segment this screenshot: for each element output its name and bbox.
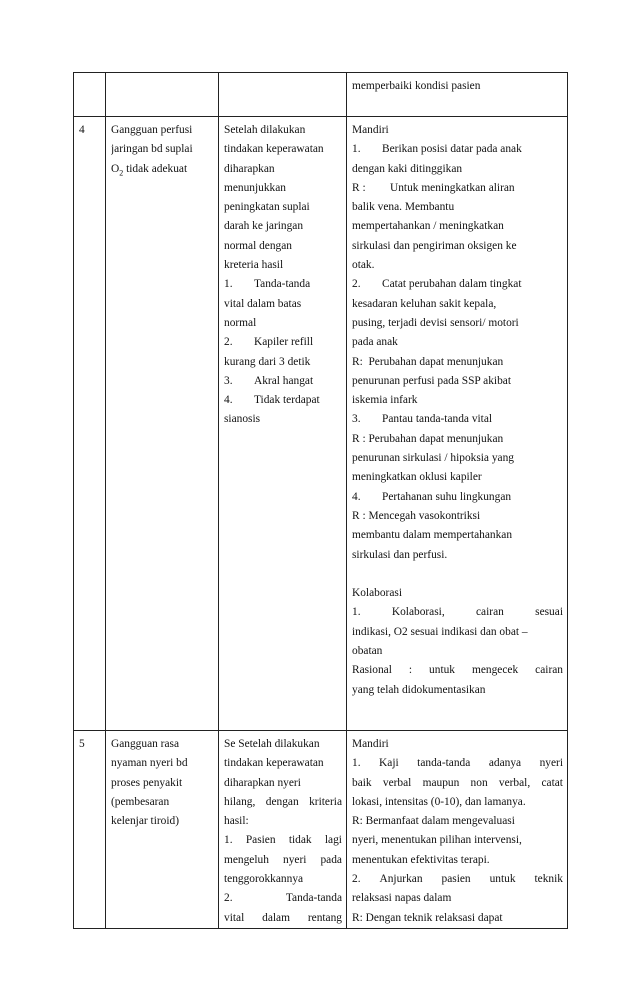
text-line: Gangguan rasa — [111, 738, 179, 750]
word: 1. — [352, 606, 361, 619]
word: 1. — [224, 834, 233, 847]
word: mengeluh — [224, 853, 269, 866]
word: untuk — [489, 873, 516, 886]
text-line: kesadaran keluhan sakit kepala, — [352, 297, 497, 310]
text-fragment: Tanda-tanda — [254, 278, 311, 291]
text-line: R : Mencegah vasokontriksi — [352, 509, 481, 522]
cell-no — [74, 73, 106, 117]
text-fragment: Berikan posisi datar pada anak — [382, 143, 522, 156]
row-number: 5 — [79, 738, 85, 750]
word: verbal, — [498, 776, 531, 789]
text-line: R : Perubahan dapat menunjukan — [352, 432, 504, 445]
text-line: sirkulasi dan perfusi. — [352, 548, 448, 561]
text-line: sirkulasi dan pengiriman oksigen ke — [352, 239, 517, 252]
nursing-care-plan-table — [73, 72, 568, 929]
text-line: diharapkan nyeri — [224, 776, 301, 789]
text-fragment: Catat perubahan dalam tingkat — [382, 278, 522, 291]
subscript: 2 — [119, 167, 124, 177]
intervention-item — [352, 488, 563, 507]
text-line: sianosis — [224, 413, 261, 426]
text-line: normal dengan — [224, 239, 293, 252]
criteria-item — [224, 391, 342, 410]
word: dengan — [265, 795, 299, 808]
criteria-item — [224, 372, 342, 391]
text-line: mempertahankan / meningkatkan — [352, 220, 504, 233]
justified-line — [224, 909, 342, 928]
cell-tujuan — [219, 731, 347, 929]
word: verbal — [382, 776, 412, 789]
criteria-item — [224, 275, 342, 294]
cell-tujuan — [219, 117, 347, 731]
text-line: jaringan bd suplai — [111, 143, 193, 156]
word: Pasien — [245, 834, 276, 847]
text-line: nyeri, menentukan pilihan intervensi, — [352, 834, 522, 847]
justified-line — [352, 774, 563, 793]
text-line: (pembesaran — [111, 795, 170, 808]
text-line: iskemia infark — [352, 394, 418, 407]
word: nyeri — [539, 757, 563, 770]
word: tanda-tanda — [417, 757, 471, 770]
text-line: balik vena. Membantu — [352, 201, 455, 214]
word: 1. — [352, 757, 361, 770]
word: Anjurkan — [379, 873, 423, 886]
text-line: R: Perubahan dapat menunjukan — [352, 355, 504, 368]
text-fragment: Pertahanan suhu lingkungan — [382, 490, 512, 503]
justified-line — [224, 851, 342, 870]
word: 2. — [224, 892, 233, 905]
word: : — [408, 664, 413, 677]
cell-no — [74, 117, 106, 731]
justified-line — [224, 889, 342, 908]
text-line: meningkatkan oklusi kapiler — [352, 471, 482, 484]
text-line: R: Bermanfaat dalam mengevaluasi — [352, 815, 515, 828]
word: mengecek — [472, 664, 519, 677]
justified-line — [224, 831, 342, 850]
word: lagi — [324, 834, 342, 847]
word: maupun — [422, 776, 460, 789]
rationale-line — [352, 179, 563, 198]
text-fragment: Untuk meningkatkan aliran — [390, 181, 515, 194]
cell-tujuan — [219, 73, 347, 117]
text-line: memperbaiki kondisi pasien — [352, 80, 481, 92]
text-line: penurunan perfusi pada SSP akibat — [352, 374, 512, 387]
word: cairan — [476, 606, 504, 619]
word: vital — [224, 911, 245, 924]
word: pada — [320, 853, 342, 866]
rationale-label: R : — [352, 181, 366, 194]
text-line: darah ke jaringan — [224, 220, 304, 233]
text-line: normal — [224, 316, 257, 329]
item-number: 1. — [352, 143, 361, 156]
text-line: Setelah dilakukan — [224, 124, 306, 136]
word: non — [470, 776, 488, 789]
text-line: dengan kaki ditinggikan — [352, 162, 463, 175]
cell-intervensi — [347, 73, 568, 117]
cell-diagnosis — [106, 117, 219, 731]
text-line: proses penyakit — [111, 776, 183, 789]
text-fragment: Tidak terdapat — [254, 394, 320, 407]
table-row — [74, 731, 568, 929]
cell-intervensi — [347, 117, 568, 731]
section-heading: Kolaborasi — [352, 587, 402, 600]
intervention-item — [352, 410, 563, 429]
text-line: membantu dalam mempertahankan — [352, 529, 513, 542]
text-fragment: Akral hangat — [254, 374, 314, 387]
text-line: kurang dari 3 detik — [224, 355, 311, 368]
text-line: otak. — [352, 259, 375, 272]
item-number: 4. — [352, 490, 361, 503]
text-line: Gangguan perfusi — [111, 124, 193, 136]
text-line: kreteria hasil — [224, 259, 284, 272]
item-number: 4. — [224, 394, 233, 407]
criteria-item — [224, 333, 342, 352]
text-line: pusing, terjadi devisi sensori/ motori — [352, 316, 519, 329]
text-line: vital dalam batas — [224, 297, 302, 310]
word: kriteria — [309, 795, 342, 808]
cell-no — [74, 731, 106, 929]
intervention-item — [352, 140, 563, 159]
text-line: obatan — [352, 645, 383, 658]
word: catat — [541, 776, 563, 789]
cell-diagnosis — [106, 731, 219, 929]
item-number: 3. — [224, 374, 233, 387]
justified-line — [224, 793, 342, 812]
row-number: 4 — [79, 124, 85, 136]
text-fragment: O — [111, 162, 120, 175]
word: Rasional — [352, 664, 392, 677]
text-line: nyaman nyeri bd — [111, 757, 188, 770]
text-fragment: Pantau tanda-tanda vital — [382, 413, 493, 426]
section-heading: Mandiri — [352, 124, 389, 136]
justified-line — [352, 661, 563, 680]
text-line: diharapkan — [224, 162, 275, 175]
word: adanya — [488, 757, 522, 770]
word: untuk — [429, 664, 455, 677]
text-line: relaksasi napas dalam — [352, 892, 452, 905]
text-line: Se Setelah dilakukan — [224, 738, 320, 750]
text-line: tenggorokkannya — [224, 873, 304, 886]
item-number: 3. — [352, 413, 361, 426]
word: hilang, — [224, 795, 256, 808]
word: tidak — [288, 834, 312, 847]
word: rentang — [307, 911, 342, 924]
intervention-item — [352, 275, 563, 294]
word: teknik — [534, 873, 563, 886]
text-line: menunjukkan — [224, 181, 287, 194]
text-line: pada anak — [352, 336, 398, 349]
word: Tanda-tanda — [285, 892, 342, 905]
word: 2. — [352, 873, 361, 886]
text-fragment: tidak adekuat — [123, 162, 188, 175]
text-line: hasil: — [224, 815, 249, 828]
text-fragment: Kapiler refill — [254, 336, 314, 349]
text-line: yang telah didokumentasikan — [352, 683, 486, 696]
blank-line — [352, 565, 563, 584]
text-line: kelenjar tiroid) — [111, 815, 179, 828]
text-line: penurunan sirkulasi / hipoksia yang — [352, 452, 514, 465]
text-line: peningkatan suplai — [224, 201, 310, 214]
item-number: 2. — [224, 336, 233, 349]
text-line: tindakan keperawatan — [224, 143, 324, 156]
text-line — [111, 160, 214, 183]
table-row — [74, 73, 568, 117]
text-line: lokasi, intensitas (0-10), dan lamanya. — [352, 795, 526, 808]
justified-line — [352, 754, 563, 773]
word: sesuai — [535, 606, 563, 619]
text-line: tindakan keperawatan — [224, 757, 324, 770]
justified-line — [352, 870, 563, 889]
item-number: 1. — [224, 278, 233, 291]
word: dalam — [262, 911, 290, 924]
word: baik — [352, 776, 372, 789]
cell-intervensi — [347, 731, 568, 929]
word: nyeri — [283, 853, 307, 866]
cell-diagnosis — [106, 73, 219, 117]
table-row — [74, 117, 568, 731]
section-heading: Mandiri — [352, 738, 389, 750]
item-number: 2. — [352, 278, 361, 291]
text-line: indikasi, O2 sesuai indikasi dan obat – — [352, 625, 528, 638]
word: Kolaborasi, — [391, 606, 445, 619]
text-line: R: Dengan teknik relaksasi dapat — [352, 911, 503, 924]
text-line: menentukan efektivitas terapi. — [352, 853, 490, 866]
word: pasien — [441, 873, 471, 886]
word: Kaji — [379, 757, 399, 770]
word: cairan — [535, 664, 563, 677]
justified-line — [352, 603, 563, 622]
